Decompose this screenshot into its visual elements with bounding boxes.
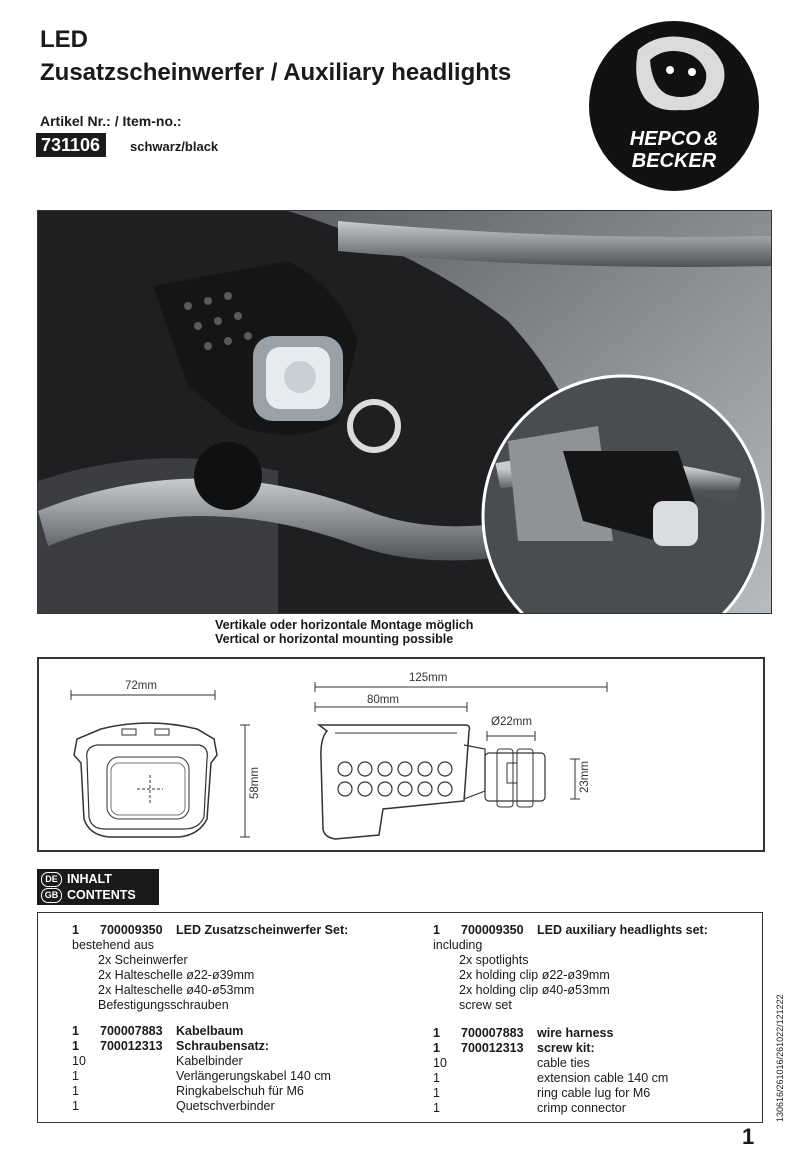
de-set-qty: 1 [72, 923, 79, 937]
contents-heading-de: INHALT [67, 872, 112, 886]
dim-front-width: 72mm [125, 680, 157, 692]
en-consisting: including [433, 938, 483, 952]
list-item-qty: 10 [72, 1054, 86, 1068]
en-screw-no: 700012313 [461, 1041, 524, 1055]
list-item: Kabelbinder [176, 1054, 243, 1068]
de-consisting: bestehend aus [72, 938, 155, 952]
list-item: 2x Scheinwerfer [98, 953, 188, 967]
en-harness-name: wire harness [537, 1026, 614, 1040]
list-item-qty: 1 [433, 1086, 440, 1100]
item-number-label: Artikel Nr.: / Item-no.: [40, 113, 182, 129]
dim-clamp-height: 23mm [579, 761, 591, 793]
title-line-1: LED [40, 26, 88, 53]
dim-front-height: 58mm [249, 767, 261, 799]
list-item-qty: 10 [433, 1056, 447, 1070]
dimension-drawing [37, 657, 765, 852]
contents-list [37, 912, 763, 1123]
de-set-no: 700009350 [100, 923, 163, 937]
photo-caption-en: Vertical or horizontal mounting possible [215, 632, 454, 646]
list-item: crimp connector [537, 1101, 626, 1115]
list-item: 2x spotlights [459, 953, 529, 967]
document-number: 130616/261016/261022/121222 [775, 994, 785, 1122]
svg-text:HEPCO& [630, 128, 719, 150]
de-harness-name: Kabelbaum [176, 1024, 244, 1038]
list-item: 2x Halteschelle ø22-ø39mm [98, 968, 255, 982]
en-screw-qty: 1 [433, 1041, 440, 1055]
flag-gb: GB [41, 888, 62, 903]
de-screw-no: 700012313 [100, 1039, 163, 1053]
contents-heading-en: CONTENTS [67, 888, 136, 902]
de-screw-qty: 1 [72, 1039, 79, 1053]
contents-heading [37, 869, 159, 905]
list-item: ring cable lug for M6 [537, 1086, 651, 1100]
dim-clamp-diameter: Ø22mm [491, 716, 532, 728]
de-set-name: LED Zusatzscheinwerfer Set: [176, 923, 349, 937]
list-item: extension cable 140 cm [537, 1071, 669, 1085]
en-harness-no: 700007883 [461, 1026, 524, 1040]
list-item: 2x holding clip ø40-ø53mm [459, 983, 610, 997]
en-screw-name: screw kit: [537, 1041, 595, 1055]
list-item: 2x Halteschelle ø40-ø53mm [98, 983, 255, 997]
logo-text-hepco: HEPCO [629, 128, 701, 150]
list-item: Ringkabelschuh für M6 [176, 1084, 304, 1098]
de-harness-no: 700007883 [100, 1024, 163, 1038]
en-set-qty: 1 [433, 923, 440, 937]
list-item: Quetschverbinder [176, 1099, 275, 1113]
dim-side-total: 125mm [409, 672, 448, 684]
item-number: 731106 [36, 133, 106, 157]
hepco-becker-logo [588, 20, 760, 192]
dim-side-body: 80mm [367, 694, 399, 706]
list-item-qty: 1 [433, 1101, 440, 1115]
list-item: cable ties [537, 1056, 590, 1070]
list-item-qty: 1 [72, 1084, 79, 1098]
en-harness-qty: 1 [433, 1026, 440, 1040]
list-item: Verlängerungskabel 140 cm [176, 1069, 331, 1083]
en-set-no: 700009350 [461, 923, 524, 937]
logo-text-amp: & [703, 128, 719, 150]
item-color: schwarz/black [130, 139, 219, 154]
de-screw-name: Schraubensatz: [176, 1039, 270, 1053]
logo-text-becker: BECKER [631, 150, 717, 172]
list-item-qty: 1 [72, 1099, 79, 1113]
list-item-qty: 1 [433, 1071, 440, 1085]
product-photo [37, 210, 772, 614]
list-item: Befestigungsschrauben [98, 998, 229, 1012]
list-item-qty: 1 [72, 1069, 79, 1083]
de-harness-qty: 1 [72, 1024, 79, 1038]
list-item: screw set [459, 998, 512, 1012]
title-line-2: Zusatzscheinwerfer / Auxiliary headlights [40, 59, 512, 86]
flag-de: DE [41, 872, 62, 887]
page-number: 1 [742, 1124, 755, 1149]
photo-caption-de: Vertikale oder horizontale Montage möglich [215, 618, 474, 632]
en-set-name: LED auxiliary headlights set: [537, 923, 708, 937]
list-item: 2x holding clip ø22-ø39mm [459, 968, 610, 982]
